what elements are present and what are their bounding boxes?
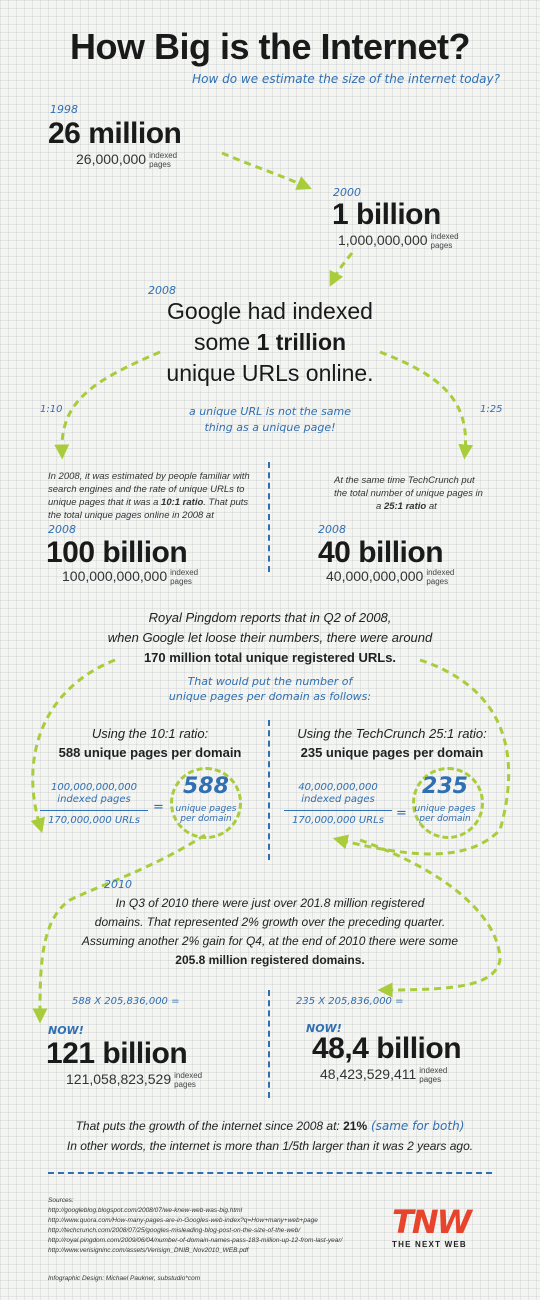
formula-left: 588 X 205,836,000 = bbox=[72, 996, 180, 1007]
calc-left-heading: Using the 10:1 ratio: 588 unique pages per domain bbox=[58, 726, 242, 760]
growth-summary: That puts the growth of the internet since 2008 at: 21% (same for both) In other words, the internet is more than 1/5th larger than it was 2 years ago. bbox=[66, 1119, 474, 1153]
year-1998-label: 1998 bbox=[50, 103, 78, 116]
source-link[interactable]: http://www.verisigninc.com/assets/Verisign_DNIB_Nov2010_WEB.pdf bbox=[48, 1247, 249, 1254]
year-2000-label: 2000 bbox=[333, 186, 361, 199]
domains-2010-text: In Q3 of 2010 there were just over 201.8 million registered domains. That represented 2% growth over the preceding quarter. Assuming another 2% gain for Q4, at the end of 2010 there were some 205.8 million registered domains. bbox=[81, 896, 459, 967]
tnw-logo-mark: TNW bbox=[392, 1203, 470, 1241]
calc-left-equals: = bbox=[153, 800, 164, 815]
right-2008-text: At the same time TechCrunch put the total number of unique pages in a 25:1 ratio at bbox=[334, 475, 483, 512]
stat-now-left-detail bbox=[66, 1071, 202, 1089]
sources-list bbox=[48, 1196, 388, 1256]
calc-left-numerator: 100,000,000,000 indexed pages bbox=[51, 782, 137, 805]
stat-2000-digits: 1,000,000,000 bbox=[338, 232, 428, 248]
year-2008-left-label: 2008 bbox=[48, 523, 76, 536]
divider-2008 bbox=[268, 462, 270, 572]
stat-now-right-unit: indexed pages bbox=[419, 1066, 448, 1084]
stat-now-left: 121 billion bbox=[46, 1037, 188, 1070]
stat-2008-left-digits: 100,000,000,000 bbox=[62, 568, 168, 584]
ratio-right-label: 1:25 bbox=[480, 404, 503, 415]
now-left-badge: NOW! bbox=[48, 1024, 84, 1037]
source-link[interactable]: http://googleblog.blogspot.com/2008/07/we-knew-web-was-big.html bbox=[48, 1207, 243, 1214]
year-2008-google-label: 2008 bbox=[148, 284, 176, 297]
page-subtitle: How do we estimate the size of the internet today? bbox=[192, 72, 500, 86]
stat-2008-left-detail bbox=[62, 568, 198, 586]
formula-right: 235 X 205,836,000 = bbox=[296, 996, 404, 1007]
stat-now-right: 48,4 billion bbox=[312, 1032, 462, 1065]
pages-per-domain-note: That would put the number of unique pages per domain as follows: bbox=[168, 675, 372, 703]
design-credit: Infographic Design: Michael Paukner, substudio*com bbox=[48, 1275, 201, 1282]
ratio-left-label: 1:10 bbox=[40, 404, 63, 415]
arrow-2000-2008 bbox=[333, 253, 352, 280]
stat-1998: 26 million bbox=[48, 117, 182, 150]
stat-2008-right: 40 billion bbox=[318, 536, 444, 569]
source-link[interactable]: http://www.quora.com/How-many-pages-are-in-Googles-web-index?q=How+many+web+page bbox=[48, 1217, 318, 1224]
calc-left-result: 588 bbox=[183, 774, 229, 799]
stat-now-right-digits: 48,423,529,411 bbox=[320, 1066, 417, 1082]
calc-right-heading: Using the TechCrunch 25:1 ratio: 235 unique pages per domain bbox=[297, 726, 487, 760]
unique-url-note: a unique URL is not the same thing as a unique page! bbox=[188, 405, 352, 434]
sources-separator bbox=[48, 1172, 492, 1174]
stat-now-right-detail bbox=[320, 1066, 447, 1084]
calc-left-denominator: 170,000,000 URLs bbox=[48, 815, 140, 826]
calc-left-fraction-line bbox=[40, 810, 148, 811]
stat-now-left-unit: indexed pages bbox=[174, 1071, 203, 1089]
calc-right-result-unit: unique pages per domain bbox=[414, 804, 476, 824]
stat-2008-right-unit: indexed pages bbox=[426, 568, 455, 586]
stat-2008-left-unit: indexed pages bbox=[170, 568, 199, 586]
tnw-logo-name: THE NEXT WEB bbox=[392, 1240, 467, 1249]
source-link[interactable]: http://techcrunch.com/2008/07/25/googles-misleading-blog-post-on-the-size-of-the-web/ bbox=[48, 1227, 301, 1234]
tnw-logo bbox=[392, 1203, 488, 1249]
stat-2008-right-digits: 40,000,000,000 bbox=[326, 568, 424, 584]
year-2008-right-label: 2008 bbox=[318, 523, 346, 536]
stat-2000: 1 billion bbox=[332, 198, 441, 231]
calc-left-result-unit: unique pages per domain bbox=[175, 804, 237, 824]
year-2010-label: 2010 bbox=[104, 878, 132, 891]
stat-1998-unit: indexed pages bbox=[149, 151, 178, 169]
divider-calc bbox=[268, 720, 270, 860]
stat-2008-right-detail bbox=[326, 568, 454, 586]
stat-2000-unit: indexed pages bbox=[430, 232, 459, 250]
now-right-badge: NOW! bbox=[306, 1022, 342, 1035]
sources-label: Sources: bbox=[48, 1197, 74, 1204]
pingdom-report: Royal Pingdom reports that in Q2 of 2008, when Google let loose their numbers, there were around 170 million total unique registered URLs. bbox=[107, 610, 433, 665]
stat-now-left-digits: 121,058,823,529 bbox=[66, 1071, 172, 1087]
stat-2000-detail bbox=[338, 232, 459, 250]
google-statement: Google had indexed some 1 trillion unique URLs online. bbox=[166, 298, 374, 386]
page-title: How Big is the Internet? bbox=[69, 26, 470, 67]
stat-1998-digits: 26,000,000 bbox=[76, 151, 147, 167]
calc-right-fraction-line bbox=[284, 810, 392, 811]
source-link[interactable]: http://royal.pingdom.com/2009/06/04/number-of-domain-names-pass-183-million-up-12-from-last-year/ bbox=[48, 1237, 343, 1244]
left-2008-text: In 2008, it was estimated by people familiar with search engines and the rate of unique URLs to unique pages that it was a 10:1 ratio. That puts the total unique pages online in 2008 at bbox=[48, 471, 250, 521]
stat-1998-detail bbox=[76, 151, 177, 169]
calc-right-denominator: 170,000,000 URLs bbox=[292, 815, 384, 826]
calc-right-result: 235 bbox=[422, 774, 468, 799]
calc-right-numerator: 40,000,000,000 indexed pages bbox=[298, 782, 378, 805]
calc-right-equals: = bbox=[396, 806, 407, 821]
stat-2008-left: 100 billion bbox=[46, 536, 188, 569]
divider-now bbox=[268, 990, 270, 1098]
arrow-1998-2000 bbox=[222, 153, 305, 186]
